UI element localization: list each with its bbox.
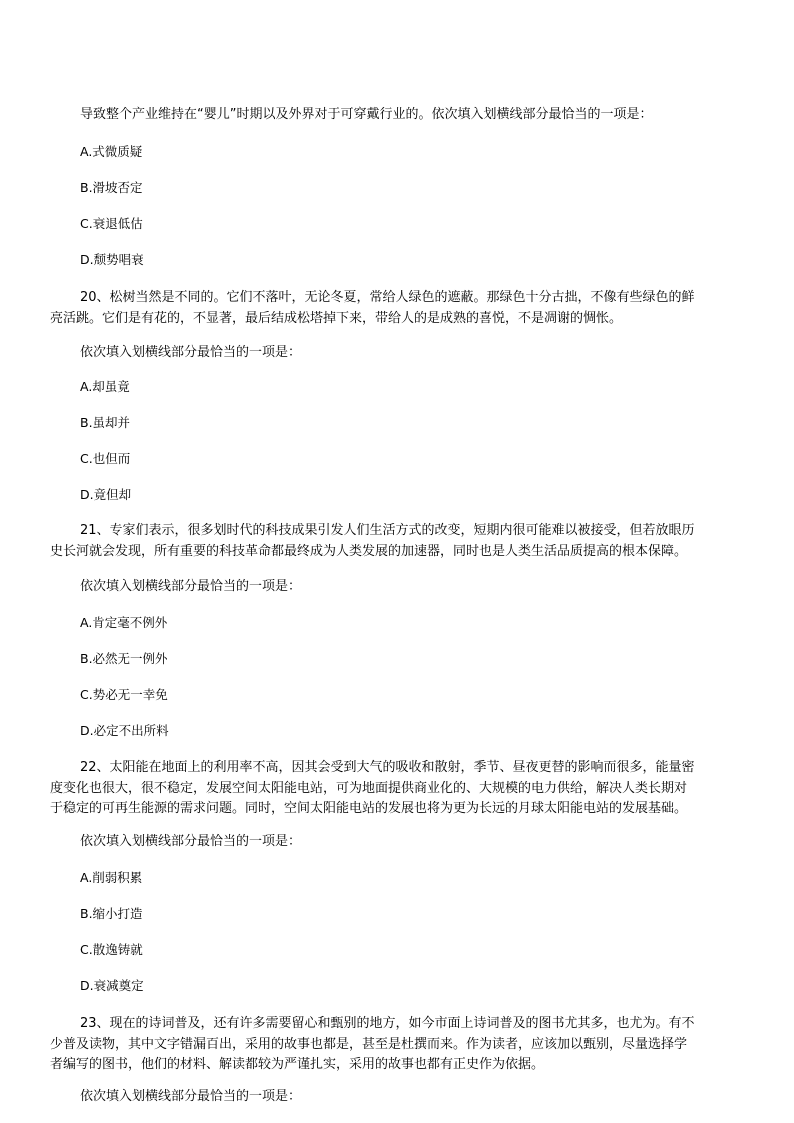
q22-option-c: C.散逸铸就 — [80, 942, 143, 957]
q23-line-2: 少普及读物，其中文字错漏百出，采用的故事也都是，甚至是杜撰而来。作为读者，应该加以甄别，尽量选择学 — [50, 1036, 688, 1052]
q22-option-a: A.削弱积累 — [80, 870, 143, 885]
q19-option-a: A.式微质疑 — [80, 144, 143, 159]
q22-option-d: D.衰减奠定 — [80, 978, 144, 993]
q20-option-c: C.也但而 — [80, 451, 131, 466]
q20-prompt: 依次填入划横线部分最恰当的一项是： — [80, 345, 302, 360]
q21-line-1: 21、专家们表示，很多划时代的科技成果引发人们生活方式的改变，短期内很可能难以被接受，但若放眼历 — [80, 523, 695, 538]
q22-option-b: B.缩小打造 — [80, 906, 143, 921]
q20-option-a: A.却虽竟 — [80, 379, 130, 394]
q23-line-1: 23、现在的诗词普及，还有许多需要留心和甄别的地方，如今市面上诗词普及的图书尤其多，也尤为。有不 — [80, 1016, 695, 1031]
q22-prompt: 依次填入划横线部分最恰当的一项是： — [80, 834, 302, 849]
q23-prompt: 依次填入划横线部分最恰当的一项是： — [80, 1089, 302, 1104]
q22-line-2: 度变化也很大，很不稳定，发展空间太阳能电站，可为地面提供商业化的、大规模的电力供给，解决人类长期对 — [50, 780, 688, 796]
intro-line: 导致整个产业维持在“婴儿”时期以及外界对于可穿戴行业的。依次填入划横线部分最恰当的一项是： — [80, 107, 653, 122]
q22-line-3: 于稳定的可再生能源的需求问题。同时，空间太阳能电站的发展也将为更为长远的月球太阳能电站的发展基础。 — [50, 801, 688, 816]
q20-paragraph — [50, 288, 712, 329]
q20-line-1: 20、松树当然是不同的。它们不落叶，无论冬夏，常给人绿色的遮蔽。那绿色十分古拙，不像有些绿色的鲜 — [80, 290, 695, 305]
q21-line-2: 史长河就会发现，所有重要的科技革命都最终成为人类发展的加速器，同时也是人类生活品质提高的根本保障。 — [50, 543, 688, 559]
q23-paragraph — [50, 1014, 712, 1076]
q19-option-b: B.滑坡否定 — [80, 180, 143, 195]
q21-option-d: D.必定不出所料 — [80, 723, 169, 738]
q20-option-d: D.竟但却 — [80, 487, 132, 502]
q20-option-b: B.虽却并 — [80, 415, 131, 430]
q21-paragraph — [50, 521, 712, 562]
q19-option-c: C.衰退低估 — [80, 216, 143, 231]
q20-line-2: 亮活跳。它们是有花的，不显著，最后结成松塔掉下来，带给人的是成熟的喜悦，不是凋谢的惆怅。 — [50, 310, 623, 326]
q21-option-a: A.肯定毫不例外 — [80, 615, 168, 630]
q22-line-1: 22、太阳能在地面上的利用率不高，因其会受到大气的吸收和散射，季节、昼夜更替的影响而很多，能量密 — [80, 760, 695, 775]
q23-line-3: 者编写的图书，他们的材料、解读都较为严谨扎实，采用的故事也都有正史作为依据。 — [50, 1057, 545, 1072]
q21-prompt: 依次填入划横线部分最恰当的一项是： — [80, 579, 302, 594]
q21-option-b: B.必然无一例外 — [80, 651, 168, 666]
q19-option-d: D.颓势唱衰 — [80, 252, 144, 267]
q22-paragraph — [50, 758, 712, 820]
q21-option-c: C.势必无一幸免 — [80, 687, 168, 702]
